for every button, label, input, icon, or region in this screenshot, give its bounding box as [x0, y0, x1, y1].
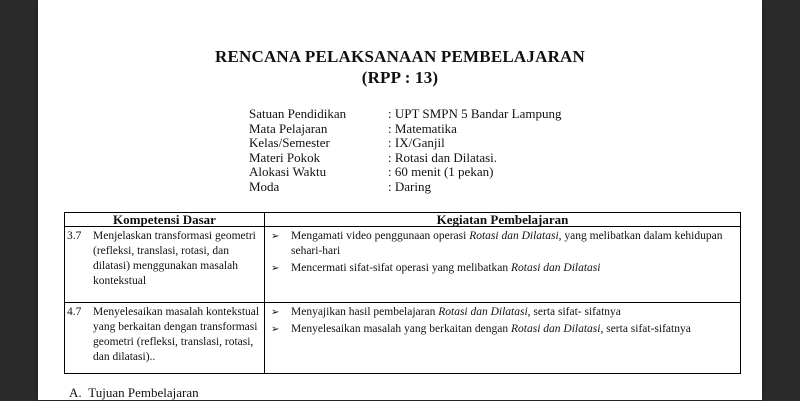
- info-value: : Matematika: [388, 120, 457, 136]
- list-item: [271, 261, 734, 276]
- document-subtitle: (RPP : 13): [361, 68, 439, 87]
- section-marker: A.: [69, 385, 82, 400]
- activity-emphasis: Rotasi dan Dilatasi: [438, 306, 528, 318]
- arrow-bullet-icon: ➢: [271, 263, 280, 274]
- document-title: RENCANA PELAKSANAAN PEMBELAJARAN: [214, 47, 586, 66]
- activities-cell: [265, 303, 741, 374]
- kd-number: 3.7: [67, 230, 82, 242]
- kd-text: Menjelaskan transformasi geometri (refleksi, translasi, rotasi, dan dilatasi) menggunakan masalah kontekstual: [93, 230, 256, 287]
- info-label: Satuan Pendidikan: [249, 106, 347, 121]
- info-label: Moda: [249, 178, 280, 194]
- activity-text: , serta sifat- sifatnya: [527, 306, 621, 318]
- info-row: [249, 122, 561, 137]
- info-block: [249, 107, 561, 194]
- info-label: Mata Pelajaran: [249, 120, 328, 136]
- kd-text: Menyelesaikan masalah kontekstual yang berkaitan dengan transformasi geometri (refleksi, translasi, rotasi, dan dilatasi)..: [93, 306, 260, 363]
- header-kegiatan-pembelajaran: Kegiatan Pembelajaran: [265, 213, 741, 227]
- competency-table: [64, 212, 741, 374]
- activity-emphasis: Rotasi dan Dilatasi: [511, 323, 601, 335]
- activity-text: Mencermati sifat-sifat operasi yang melibatkan: [291, 262, 512, 274]
- table-row: [65, 227, 741, 303]
- info-value: : Daring: [388, 178, 431, 194]
- arrow-bullet-icon: ➢: [271, 231, 280, 242]
- activity-text: , serta sifat-sifatnya: [600, 323, 691, 335]
- kd-number: 4.7: [67, 306, 82, 318]
- list-item: [271, 322, 734, 337]
- list-item: [271, 305, 734, 320]
- table-header-row: [65, 213, 741, 227]
- activity-text: Menyelesaikan masalah yang berkaitan dengan: [291, 323, 512, 335]
- info-value: : 60 menit (1 pekan): [388, 164, 494, 179]
- info-row: [249, 165, 561, 180]
- info-value: : IX/Ganjil: [388, 135, 445, 150]
- activities-cell: [265, 227, 741, 303]
- info-label: Alokasi Waktu: [249, 164, 327, 179]
- activity-text: Mengamati video penggunaan operasi: [291, 230, 470, 242]
- section-heading: [69, 385, 199, 401]
- info-row: [249, 107, 561, 122]
- info-row: [249, 180, 561, 195]
- info-row: [249, 136, 561, 151]
- arrow-bullet-icon: ➢: [271, 307, 280, 318]
- activity-emphasis: Rotasi dan Dilatasi: [469, 230, 559, 242]
- table-row: [65, 303, 741, 374]
- list-item: [271, 229, 734, 259]
- activity-text: , yang melibatkan dalam kehidupan sehari-hari: [291, 230, 723, 257]
- activity-text: Menyajikan hasil pembelajaran: [291, 306, 439, 318]
- section-title: Tujuan Pembelajaran: [88, 385, 199, 400]
- document-page: [38, 0, 762, 400]
- info-row: [249, 151, 561, 166]
- kd-cell: [65, 227, 265, 303]
- info-label: Kelas/Semester: [249, 135, 330, 150]
- arrow-bullet-icon: ➢: [271, 324, 280, 335]
- header-kompetensi-dasar: Kompetensi Dasar: [65, 213, 265, 227]
- info-value: : UPT SMPN 5 Bandar Lampung: [388, 106, 562, 121]
- info-value: : Rotasi dan Dilatasi.: [388, 149, 498, 165]
- info-label: Materi Pokok: [249, 149, 321, 165]
- kd-cell: [65, 303, 265, 374]
- activity-emphasis: Rotasi dan Dilatasi: [511, 262, 601, 274]
